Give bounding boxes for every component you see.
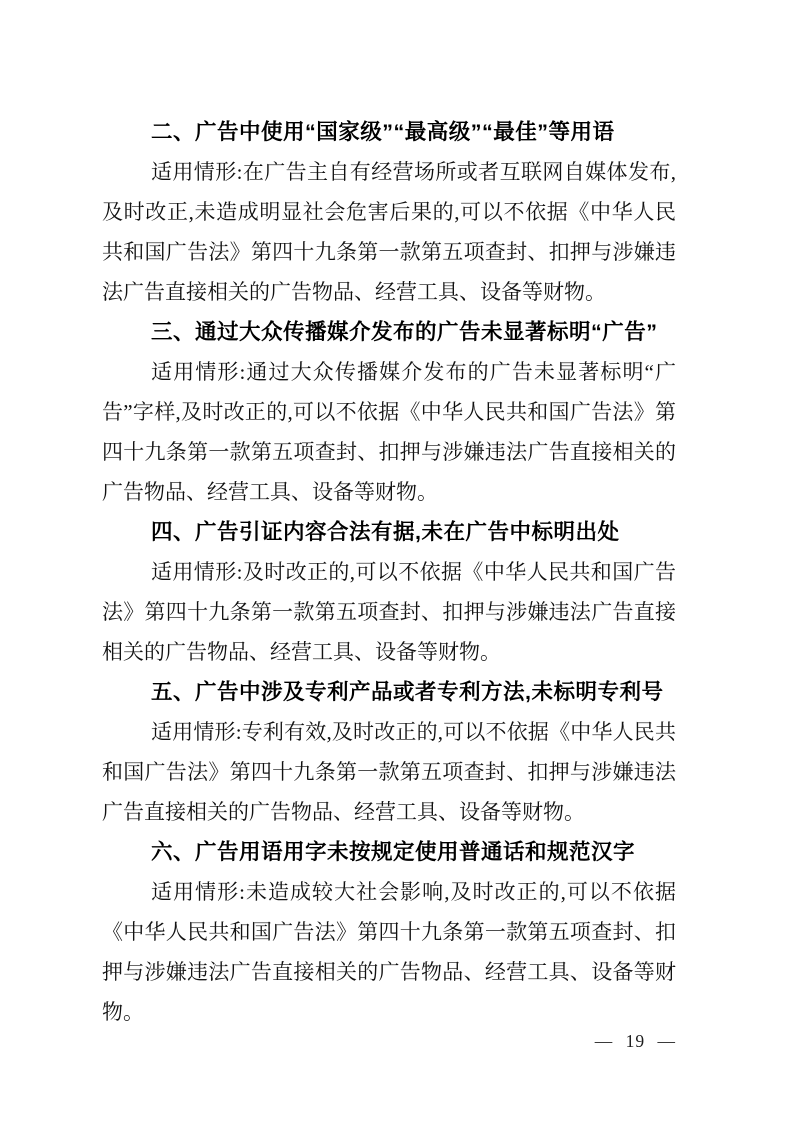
section-paragraph: 适用情形:通过大众传播媒介发布的广告未显著标明“广告”字样,及时改正的,可以不依据《中华人民共和国广告法》第四十九条第一款第五项查封、扣押与涉嫌违法广告直接相关的广告物品、经营工具、设备等财物。 — [102, 360, 676, 504]
section-5 — [102, 672, 676, 832]
section-heading: 三、通过大众传播媒介发布的广告未显著标明“广告” — [151, 320, 658, 344]
section-heading: 四、广告引证内容合法有据,未在广告中标明出处 — [151, 520, 620, 544]
section-heading: 五、广告中涉及专利产品或者专利方法,未标明专利号 — [151, 680, 664, 704]
section-3 — [102, 312, 676, 512]
section-paragraph: 适用情形:在广告主自有经营场所或者互联网自媒体发布,及时改正,未造成明显社会危害后果的,可以不依据《中华人民共和国广告法》第四十九条第一款第五项查封、扣押与涉嫌违法广告直接相关的广告物品、经营工具、设备等财物。 — [102, 160, 676, 304]
page-number: — 19 — — [594, 1031, 676, 1051]
section-paragraph: 适用情形:及时改正的,可以不依据《中华人民共和国广告法》第四十九条第一款第五项查封、扣押与涉嫌违法广告直接相关的广告物品、经营工具、设备等财物。 — [102, 560, 676, 664]
section-6 — [102, 832, 676, 1032]
document-content — [102, 112, 676, 1032]
section-4 — [102, 512, 676, 672]
section-paragraph: 适用情形:未造成较大社会影响,及时改正的,可以不依据《中华人民共和国广告法》第四十九条第一款第五项查封、扣押与涉嫌违法广告直接相关的广告物品、经营工具、设备等财物。 — [102, 880, 676, 1024]
section-heading: 六、广告用语用字未按规定使用普通话和规范汉字 — [151, 840, 636, 864]
section-heading: 二、广告中使用“国家级”“最高级”“最佳”等用语 — [151, 120, 615, 144]
section-2 — [102, 112, 676, 312]
section-paragraph: 适用情形:专利有效,及时改正的,可以不依据《中华人民共和国广告法》第四十九条第一款第五项查封、扣押与涉嫌违法广告直接相关的广告物品、经营工具、设备等财物。 — [102, 720, 676, 824]
